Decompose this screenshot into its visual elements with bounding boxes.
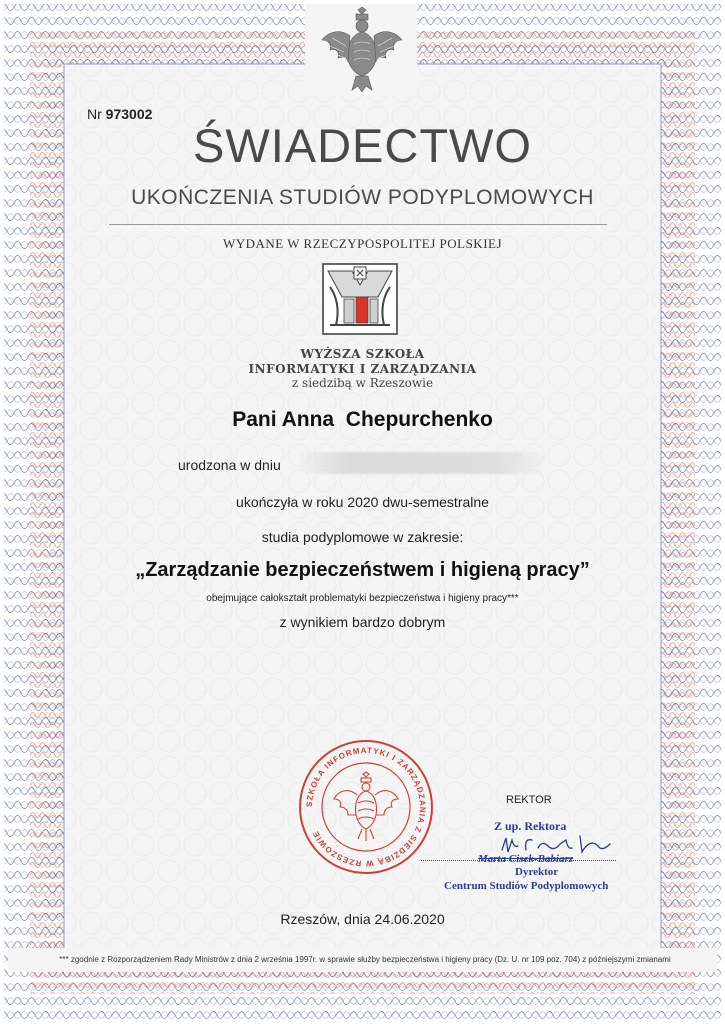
certificate-subtitle: UKOŃCZENIA STUDIÓW PODYPLOMOWYCH bbox=[131, 186, 594, 209]
place-and-date: Rzeszów, dnia 24.06.2020 bbox=[280, 911, 445, 927]
number-label: Nr bbox=[87, 106, 102, 122]
completion-text: ukończyła w roku 2020 dwu-semestralne bbox=[236, 494, 489, 510]
divider bbox=[109, 224, 607, 225]
birth-date-label: urodzona w dniu bbox=[178, 457, 281, 473]
signer-title: Dyrektor bbox=[515, 866, 559, 878]
rektor-label: REKTOR bbox=[506, 794, 552, 806]
svg-text:SZKOŁA INFORMATYKI I ZARZĄDZAN bbox=[305, 746, 427, 868]
specialty-title: „Zarządzanie bezpieczeństwem i higieną pracy” bbox=[135, 559, 590, 581]
grade-text: z wynikiem bardzo dobrym bbox=[279, 614, 446, 630]
school-logo-icon bbox=[322, 263, 398, 335]
eagle-emblem-icon bbox=[318, 6, 406, 94]
issued-in-text: WYDANE W RZECZYPOSPOLITEJ POLSKIEJ bbox=[222, 236, 503, 251]
signer-name: Marta Cisek-Babiarz bbox=[478, 853, 574, 865]
legal-footnote: *** zgodnie z Rozporządzeniem Rady Ministrów z dnia 2 września 1997r. w sprawie służby bezpieczeństwa i higieny pracy (Dz. U. nr 109 poz. 704) z późniejszymi zmianami bbox=[59, 955, 671, 964]
school-location: z siedzibą w Rzeszowie bbox=[291, 376, 434, 390]
on-behalf-stamp: Z up. Rektora bbox=[494, 819, 567, 833]
scope-text: obejmujące całokształt problematyki bezpieczeństwa i higieny pracy*** bbox=[206, 593, 519, 604]
school-name-line1: WYŻSZA SZKOŁA bbox=[300, 347, 425, 361]
redacted-birth-date bbox=[300, 452, 544, 474]
number-value: 973002 bbox=[105, 106, 153, 122]
signer-unit: Centrum Studiów Podyplomowych bbox=[444, 880, 609, 892]
seal-ring-text: SZKOŁA INFORMATYKI I ZARZĄDZANIA Z SIEDZIBĄ W RZESZOWIE bbox=[304, 745, 428, 869]
official-seal-icon bbox=[296, 737, 436, 877]
recipient-name: Pani Anna Chepurchenko bbox=[232, 408, 493, 431]
certificate-title: ŚWIADECTWO bbox=[193, 119, 532, 172]
studies-text: studia podyplomowe w zakresie: bbox=[261, 529, 464, 545]
school-name-line2: INFORMATYKI I ZARZĄDZANIA bbox=[248, 362, 477, 376]
